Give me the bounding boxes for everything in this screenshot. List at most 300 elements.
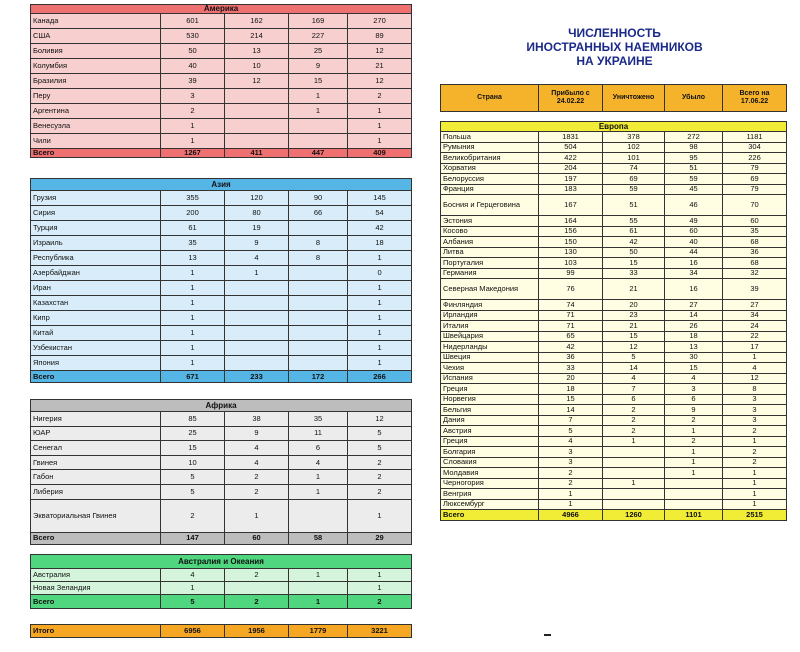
table-row: [441, 300, 787, 311]
table-row: [441, 478, 787, 489]
table-row: [441, 415, 787, 426]
grand-total-label: Итого: [31, 625, 161, 638]
value-cell: 1: [289, 569, 348, 582]
value-cell: 71: [539, 321, 603, 332]
country-cell: Габон: [31, 470, 161, 485]
table-row: [441, 142, 787, 153]
total-value: 1101: [665, 510, 723, 521]
table-row: [31, 296, 412, 311]
total-value: 447: [289, 149, 348, 158]
value-cell: [225, 89, 289, 104]
country-cell: Новая Зеландия: [31, 582, 161, 595]
table-row: [31, 29, 412, 44]
country-cell: Северная Македония: [441, 279, 539, 300]
country-cell: Австрия: [441, 426, 539, 437]
value-cell: 226: [723, 153, 787, 164]
value-cell: 2: [161, 499, 225, 532]
country-cell: Турция: [31, 221, 161, 236]
column-header-table: [440, 84, 787, 112]
table-row: [31, 426, 412, 441]
value-cell: 9: [665, 405, 723, 416]
value-cell: 3: [723, 405, 787, 416]
column-header: Всего на 17.06.22: [723, 85, 787, 112]
value-cell: 35: [289, 412, 348, 427]
value-cell: [603, 457, 665, 468]
table-row: [441, 195, 787, 216]
total-label: Всего: [31, 149, 161, 158]
value-cell: [225, 341, 289, 356]
country-cell: Ирландия: [441, 310, 539, 321]
table-row: [441, 489, 787, 500]
value-cell: 27: [665, 300, 723, 311]
value-cell: 4: [723, 363, 787, 374]
value-cell: 46: [665, 195, 723, 216]
table-row: [31, 326, 412, 341]
country-cell: Польша: [441, 132, 539, 143]
value-cell: 34: [723, 310, 787, 321]
value-cell: 1: [603, 436, 665, 447]
value-cell: 19: [225, 221, 289, 236]
value-cell: 5: [161, 484, 225, 499]
column-header: Страна: [441, 85, 539, 112]
table-row: [31, 221, 412, 236]
column-header: Уничтожено: [603, 85, 665, 112]
table-row: [31, 484, 412, 499]
country-cell: Швейцария: [441, 331, 539, 342]
value-cell: 14: [665, 310, 723, 321]
total-label: Всего: [31, 371, 161, 383]
value-cell: [603, 489, 665, 500]
value-cell: 2: [603, 405, 665, 416]
country-cell: США: [31, 29, 161, 44]
value-cell: 130: [539, 247, 603, 258]
country-cell: Испания: [441, 373, 539, 384]
value-cell: 12: [225, 74, 289, 89]
value-cell: 35: [161, 236, 225, 251]
value-cell: 2: [603, 415, 665, 426]
table-row: [31, 441, 412, 456]
total-value: 29: [348, 532, 412, 544]
country-cell: Венгрия: [441, 489, 539, 500]
value-cell: 1: [665, 426, 723, 437]
value-cell: 3: [539, 447, 603, 458]
country-cell: Франция: [441, 184, 539, 195]
value-cell: 95: [665, 153, 723, 164]
value-cell: 1: [348, 356, 412, 371]
europe-table: [440, 121, 787, 521]
value-cell: 2: [348, 89, 412, 104]
value-cell: [289, 341, 348, 356]
country-cell: Греция: [441, 384, 539, 395]
value-cell: 1: [723, 468, 787, 479]
value-cell: 102: [603, 142, 665, 153]
grand-total-value: 1956: [225, 625, 289, 638]
value-cell: [289, 281, 348, 296]
value-cell: 2: [723, 457, 787, 468]
table-row: [441, 184, 787, 195]
grand-total-value: 6956: [161, 625, 225, 638]
value-cell: 3: [723, 394, 787, 405]
value-cell: 1: [348, 326, 412, 341]
value-cell: 1: [289, 104, 348, 119]
country-cell: Италия: [441, 321, 539, 332]
value-cell: 51: [603, 195, 665, 216]
value-cell: [603, 468, 665, 479]
value-cell: 1: [603, 478, 665, 489]
total-row: [31, 371, 412, 383]
value-cell: 8: [723, 384, 787, 395]
value-cell: 49: [665, 216, 723, 227]
value-cell: 59: [603, 184, 665, 195]
table-row: [31, 266, 412, 281]
value-cell: 79: [723, 163, 787, 174]
table-row: [441, 226, 787, 237]
value-cell: 272: [665, 132, 723, 143]
value-cell: 1: [161, 266, 225, 281]
value-cell: [289, 296, 348, 311]
value-cell: 1: [539, 489, 603, 500]
value-cell: 24: [723, 321, 787, 332]
value-cell: 20: [539, 373, 603, 384]
value-cell: [225, 356, 289, 371]
value-cell: 50: [603, 247, 665, 258]
value-cell: 183: [539, 184, 603, 195]
country-cell: Норвегия: [441, 394, 539, 405]
value-cell: 16: [665, 258, 723, 269]
value-cell: 1: [348, 311, 412, 326]
value-cell: 12: [348, 44, 412, 59]
value-cell: 4: [289, 455, 348, 470]
grand-total-value: 1779: [289, 625, 348, 638]
value-cell: 227: [289, 29, 348, 44]
total-row: [31, 595, 412, 609]
value-cell: 1: [723, 436, 787, 447]
value-cell: 5: [348, 441, 412, 456]
value-cell: 20: [603, 300, 665, 311]
table-row: [441, 174, 787, 185]
value-cell: 79: [723, 184, 787, 195]
value-cell: [289, 221, 348, 236]
country-cell: Сирия: [31, 206, 161, 221]
value-cell: 1: [289, 89, 348, 104]
value-cell: 530: [161, 29, 225, 44]
country-cell: Боливия: [31, 44, 161, 59]
value-cell: 66: [289, 206, 348, 221]
value-cell: 6: [603, 394, 665, 405]
value-cell: [225, 582, 289, 595]
country-cell: Словакия: [441, 457, 539, 468]
country-cell: Сенегал: [31, 441, 161, 456]
value-cell: 21: [603, 279, 665, 300]
value-cell: 1: [225, 499, 289, 532]
country-cell: Бельгия: [441, 405, 539, 416]
value-cell: 5: [348, 426, 412, 441]
country-cell: Дания: [441, 415, 539, 426]
value-cell: 1: [161, 296, 225, 311]
country-cell: Нигерия: [31, 412, 161, 427]
value-cell: 80: [225, 206, 289, 221]
value-cell: 61: [161, 221, 225, 236]
column-header-row: [441, 85, 787, 112]
table-row: [31, 499, 412, 532]
table-row: [31, 236, 412, 251]
value-cell: 7: [539, 415, 603, 426]
region-header: Азия: [31, 179, 412, 191]
table-row: [31, 104, 412, 119]
value-cell: 42: [539, 342, 603, 353]
value-cell: 355: [161, 191, 225, 206]
table-row: [441, 373, 787, 384]
value-cell: 32: [723, 268, 787, 279]
value-cell: 1: [723, 499, 787, 510]
country-cell: Албания: [441, 237, 539, 248]
value-cell: [603, 447, 665, 458]
value-cell: 18: [665, 331, 723, 342]
value-cell: 68: [723, 258, 787, 269]
table-row: [31, 191, 412, 206]
value-cell: 33: [539, 363, 603, 374]
value-cell: 4: [225, 441, 289, 456]
value-cell: 30: [665, 352, 723, 363]
value-cell: 1: [225, 266, 289, 281]
table-row: [441, 163, 787, 174]
value-cell: [225, 281, 289, 296]
value-cell: 3: [665, 384, 723, 395]
value-cell: 54: [348, 206, 412, 221]
table-row: [31, 311, 412, 326]
value-cell: 71: [539, 310, 603, 321]
table-row: [31, 119, 412, 134]
table-row: [441, 279, 787, 300]
total-value: 60: [225, 532, 289, 544]
value-cell: 4: [603, 373, 665, 384]
table-row: [441, 247, 787, 258]
country-cell: ЮАР: [31, 426, 161, 441]
value-cell: 169: [289, 14, 348, 29]
value-cell: [665, 489, 723, 500]
table-row: [31, 14, 412, 29]
country-cell: Литва: [441, 247, 539, 258]
value-cell: 42: [603, 237, 665, 248]
country-cell: Черногория: [441, 478, 539, 489]
value-cell: 4: [161, 569, 225, 582]
value-cell: 90: [289, 191, 348, 206]
country-cell: Либерия: [31, 484, 161, 499]
value-cell: [225, 326, 289, 341]
value-cell: 27: [723, 300, 787, 311]
value-cell: 504: [539, 142, 603, 153]
value-cell: [289, 499, 348, 532]
country-cell: Экваториальная Гвинея: [31, 499, 161, 532]
country-cell: Азербайджан: [31, 266, 161, 281]
total-value: 5: [161, 595, 225, 609]
total-value: 1260: [603, 510, 665, 521]
value-cell: 204: [539, 163, 603, 174]
country-cell: Республика: [31, 251, 161, 266]
value-cell: 5: [603, 352, 665, 363]
value-cell: 1: [665, 457, 723, 468]
value-cell: 601: [161, 14, 225, 29]
table-row: [31, 470, 412, 485]
country-cell: Косово: [441, 226, 539, 237]
country-cell: Чили: [31, 134, 161, 149]
value-cell: 422: [539, 153, 603, 164]
value-cell: 156: [539, 226, 603, 237]
value-cell: 21: [603, 321, 665, 332]
total-label: Всего: [441, 510, 539, 521]
table-row: [31, 206, 412, 221]
value-cell: 270: [348, 14, 412, 29]
value-cell: 164: [539, 216, 603, 227]
value-cell: 2: [665, 436, 723, 447]
value-cell: 16: [665, 279, 723, 300]
table-row: [31, 356, 412, 371]
table-row: [441, 468, 787, 479]
country-cell: Грузия: [31, 191, 161, 206]
value-cell: 15: [161, 441, 225, 456]
value-cell: 4: [225, 455, 289, 470]
grand-total-table: [30, 624, 412, 638]
value-cell: 42: [348, 221, 412, 236]
table-row: [31, 341, 412, 356]
region-header: Австралия и Океания: [31, 555, 412, 569]
asia-table: [30, 178, 412, 383]
value-cell: 25: [289, 44, 348, 59]
value-cell: 40: [665, 237, 723, 248]
column-header: Прибыло с 24.02.22: [539, 85, 603, 112]
value-cell: 89: [348, 29, 412, 44]
country-cell: Аргентина: [31, 104, 161, 119]
value-cell: 36: [539, 352, 603, 363]
country-cell: Румыния: [441, 142, 539, 153]
value-cell: 5: [161, 470, 225, 485]
value-cell: 60: [665, 226, 723, 237]
value-cell: 120: [225, 191, 289, 206]
total-value: 2: [225, 595, 289, 609]
value-cell: 1: [348, 134, 412, 149]
value-cell: [289, 266, 348, 281]
value-cell: [665, 478, 723, 489]
value-cell: 85: [161, 412, 225, 427]
total-value: 411: [225, 149, 289, 158]
value-cell: 10: [161, 455, 225, 470]
value-cell: 8: [289, 236, 348, 251]
value-cell: 14: [539, 405, 603, 416]
value-cell: 4: [539, 436, 603, 447]
value-cell: 61: [603, 226, 665, 237]
country-cell: Великобритания: [441, 153, 539, 164]
value-cell: 1: [348, 119, 412, 134]
region-header: Африка: [31, 400, 412, 412]
value-cell: 74: [603, 163, 665, 174]
value-cell: 304: [723, 142, 787, 153]
value-cell: [603, 499, 665, 510]
total-value: 1: [289, 595, 348, 609]
value-cell: 2: [723, 447, 787, 458]
value-cell: 15: [603, 331, 665, 342]
value-cell: 36: [723, 247, 787, 258]
country-cell: Германия: [441, 268, 539, 279]
value-cell: 1: [348, 251, 412, 266]
value-cell: 2: [539, 478, 603, 489]
table-row: [31, 89, 412, 104]
value-cell: 17: [723, 342, 787, 353]
country-cell: Иран: [31, 281, 161, 296]
value-cell: [289, 356, 348, 371]
country-cell: Бразилия: [31, 74, 161, 89]
america-table: [30, 4, 412, 158]
value-cell: 12: [723, 373, 787, 384]
country-cell: Люксембург: [441, 499, 539, 510]
total-value: 1267: [161, 149, 225, 158]
value-cell: 12: [603, 342, 665, 353]
value-cell: 15: [289, 74, 348, 89]
value-cell: 12: [348, 412, 412, 427]
table-row: [31, 569, 412, 582]
value-cell: 65: [539, 331, 603, 342]
country-cell: Узбекистан: [31, 341, 161, 356]
value-cell: 1: [289, 470, 348, 485]
value-cell: 59: [665, 174, 723, 185]
value-cell: [225, 119, 289, 134]
country-cell: Венесуэла: [31, 119, 161, 134]
value-cell: 60: [723, 216, 787, 227]
table-row: [31, 281, 412, 296]
table-row: [441, 153, 787, 164]
table-row: [441, 342, 787, 353]
table-row: [441, 363, 787, 374]
value-cell: 39: [723, 279, 787, 300]
table-row: [441, 132, 787, 143]
table-row: [441, 457, 787, 468]
value-cell: 22: [723, 331, 787, 342]
country-cell: Швеция: [441, 352, 539, 363]
value-cell: 9: [289, 59, 348, 74]
value-cell: 6: [289, 441, 348, 456]
value-cell: 2: [723, 426, 787, 437]
value-cell: 5: [539, 426, 603, 437]
table-row: [441, 447, 787, 458]
title-line-1: ЧИСЛЕННОСТЬ: [568, 26, 661, 40]
value-cell: 1: [723, 489, 787, 500]
value-cell: 51: [665, 163, 723, 174]
value-cell: 1: [289, 484, 348, 499]
value-cell: 7: [603, 384, 665, 395]
total-value: 233: [225, 371, 289, 383]
value-cell: 8: [289, 251, 348, 266]
value-cell: 2: [539, 468, 603, 479]
value-cell: 1: [161, 356, 225, 371]
value-cell: 200: [161, 206, 225, 221]
value-cell: 1: [348, 499, 412, 532]
country-cell: Болгария: [441, 447, 539, 458]
value-cell: 9: [225, 426, 289, 441]
country-cell: Греция: [441, 436, 539, 447]
value-cell: [289, 119, 348, 134]
region-header: Европа: [441, 122, 787, 132]
value-cell: 1: [665, 447, 723, 458]
value-cell: 18: [348, 236, 412, 251]
value-cell: 197: [539, 174, 603, 185]
total-value: 671: [161, 371, 225, 383]
value-cell: 214: [225, 29, 289, 44]
table-row: [441, 237, 787, 248]
total-value: 147: [161, 532, 225, 544]
table-row: [441, 216, 787, 227]
country-cell: Израиль: [31, 236, 161, 251]
value-cell: [289, 582, 348, 595]
total-value: 2515: [723, 510, 787, 521]
